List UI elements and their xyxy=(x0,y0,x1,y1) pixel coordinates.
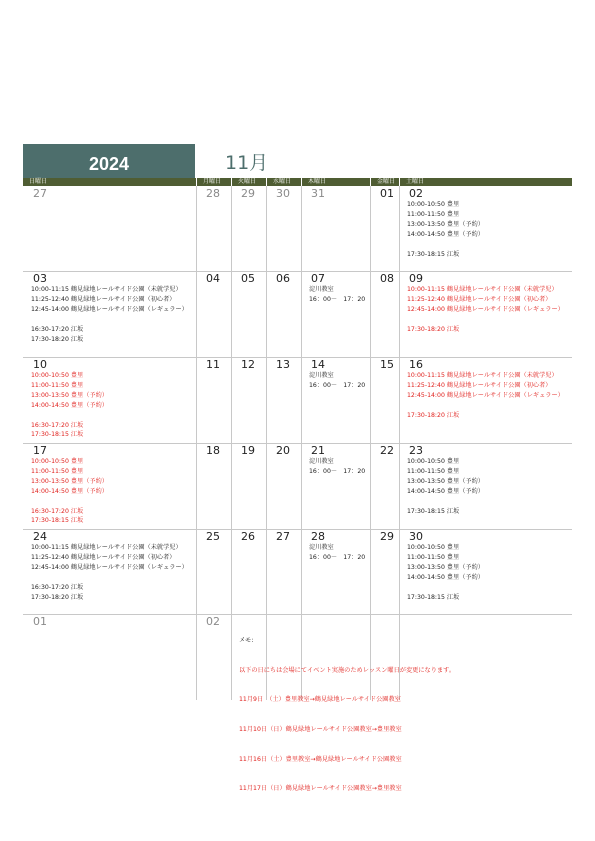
day-number: 29 xyxy=(241,187,255,200)
memo-box xyxy=(239,616,455,804)
day-number: 28 xyxy=(206,187,220,200)
day-number: 13 xyxy=(276,358,290,371)
schedule-entry: 11:00-11:50 豊里 xyxy=(31,381,84,389)
schedule-entry: 13:00-13:50 豊里（予約） xyxy=(407,220,484,228)
schedule-entry xyxy=(407,315,564,325)
schedule-entry: 10:00-11:15 鶴見緑地レールサイド公園（未就学児） xyxy=(407,372,558,379)
weekday-header: 土曜日 xyxy=(399,178,572,186)
schedule-entry: 17:30-18:15 江坂 xyxy=(31,517,84,525)
month-title: 11月 xyxy=(225,152,269,174)
schedule-entry: 13:00-13:50 豊里（予約） xyxy=(407,563,484,571)
day-number: 09 xyxy=(409,272,423,285)
schedule-entry xyxy=(407,497,484,507)
schedule-entry: 12:45-14:00 鶴見緑地レールサイド公園（レギュラー） xyxy=(31,305,188,313)
schedule-entry xyxy=(31,573,188,583)
row-divider xyxy=(23,443,572,444)
schedule-entry: 12:45-14:00 鶴見緑地レールサイド公園（レギュラー） xyxy=(31,563,188,571)
schedule-entry: 10:00-10:50 豊里 xyxy=(31,372,84,379)
memo-line: 以下の日にちは会場にてイベント実施のためレッスン曜日が変更になります。 xyxy=(239,666,456,674)
schedule-entry: 14:00-14:50 豊里（予約） xyxy=(407,487,484,495)
schedule-entry: 16:30-17:20 江坂 xyxy=(31,583,84,591)
schedule-entry: 16：00－ 17：20 xyxy=(309,553,366,561)
schedule-entry: 16:30-17:20 江坂 xyxy=(31,507,84,515)
schedule-entry: 14:00-14:50 豊里（予約） xyxy=(31,487,108,495)
day-schedule xyxy=(31,285,188,344)
day-number: 02 xyxy=(409,187,423,200)
memo-line: 11月9日 （土）豊里教室→鶴見緑地レールサイド公園教室 xyxy=(239,696,401,704)
day-schedule xyxy=(309,285,365,305)
day-number: 15 xyxy=(380,358,394,371)
schedule-entry: 14:00-14:50 豊里（予約） xyxy=(407,230,484,238)
schedule-entry xyxy=(31,411,108,421)
day-schedule xyxy=(407,457,484,516)
schedule-entry: 17:30-18:20 江坂 xyxy=(31,335,84,343)
day-number: 24 xyxy=(33,530,47,543)
schedule-entry: 13:00-13:50 豊里（予約） xyxy=(31,477,108,485)
day-number: 05 xyxy=(241,272,255,285)
schedule-entry: 17:30-18:15 江坂 xyxy=(407,593,460,601)
day-schedule xyxy=(309,457,365,477)
weekday-header: 木曜日 xyxy=(301,178,370,186)
day-number: 30 xyxy=(276,187,290,200)
schedule-entry: 17:30-18:15 江坂 xyxy=(407,507,460,515)
day-number: 11 xyxy=(206,358,220,371)
schedule-entry: 16:30-17:20 江坂 xyxy=(31,421,84,429)
day-number: 12 xyxy=(241,358,255,371)
schedule-entry: 13:00-13:50 豊里（予約） xyxy=(407,477,484,485)
day-schedule xyxy=(407,200,484,259)
memo-label: メモ: xyxy=(239,636,254,644)
day-schedule xyxy=(31,371,108,440)
schedule-entry: 13:00-13:50 豊里（予約） xyxy=(31,391,108,399)
schedule-entry: 17:30-18:15 江坂 xyxy=(407,250,460,258)
schedule-entry: 淀川教室 xyxy=(309,544,334,551)
schedule-entry: 11:00-11:50 豊里 xyxy=(407,553,460,561)
schedule-entry: 10:00-11:15 鶴見緑地レールサイド公園（未就学児） xyxy=(31,286,182,293)
day-number: 08 xyxy=(380,272,394,285)
schedule-entry: 11:25-12:40 鶴見緑地レールサイド公園（初心者） xyxy=(31,295,176,303)
day-number: 02 xyxy=(206,615,220,628)
schedule-entry: 10:00-10:50 豊里 xyxy=(407,201,460,208)
day-number: 28 xyxy=(311,530,325,543)
schedule-entry: 11:00-11:50 豊里 xyxy=(407,210,460,218)
day-schedule xyxy=(407,543,484,602)
memo-line: 11月10日（日）鶴見緑地レールサイド公園教室→豊里教室 xyxy=(239,725,402,733)
day-number: 31 xyxy=(311,187,325,200)
row-divider xyxy=(23,357,572,358)
schedule-entry xyxy=(407,401,564,411)
day-number: 14 xyxy=(311,358,325,371)
day-schedule xyxy=(309,371,365,391)
day-number: 04 xyxy=(206,272,220,285)
schedule-entry: 11:25-12:40 鶴見緑地レールサイド公園（初心者） xyxy=(407,381,552,389)
day-number: 27 xyxy=(276,530,290,543)
schedule-entry: 11:25-12:40 鶴見緑地レールサイド公園（初心者） xyxy=(407,295,552,303)
day-number: 19 xyxy=(241,444,255,457)
memo-line: 11月16日（土）豊里教室→鶴見緑地レールサイド公園教室 xyxy=(239,755,402,763)
year-label: 2024 xyxy=(88,154,130,174)
day-number: 27 xyxy=(33,187,47,200)
weekday-header: 水曜日 xyxy=(266,178,301,186)
schedule-entry: 17:30-18:20 江坂 xyxy=(407,325,460,333)
day-schedule xyxy=(31,543,188,602)
day-number: 07 xyxy=(311,272,325,285)
row-divider xyxy=(23,614,572,615)
day-number: 22 xyxy=(380,444,394,457)
schedule-entry: 17:30-18:20 江坂 xyxy=(31,593,84,601)
day-number: 16 xyxy=(409,358,423,371)
schedule-entry: 11:00-11:50 豊里 xyxy=(31,467,84,475)
day-schedule xyxy=(407,285,564,335)
schedule-entry xyxy=(407,240,484,250)
schedule-entry: 16:30-17:20 江坂 xyxy=(31,325,84,333)
schedule-entry xyxy=(31,497,108,507)
schedule-entry xyxy=(407,583,484,593)
schedule-entry: 10:00-11:15 鶴見緑地レールサイド公園（未就学児） xyxy=(407,286,558,293)
day-schedule xyxy=(31,457,108,526)
schedule-entry: 10:00-10:50 豊里 xyxy=(407,544,460,551)
weekday-header: 金曜日 xyxy=(370,178,399,186)
day-number: 30 xyxy=(409,530,423,543)
day-schedule xyxy=(309,543,365,563)
schedule-entry: 12:45-14:00 鶴見緑地レールサイド公園（レギュラー） xyxy=(407,391,564,399)
schedule-entry: 11:25-12:40 鶴見緑地レールサイド公園（初心者） xyxy=(31,553,176,561)
schedule-entry: 17:30-18:20 江坂 xyxy=(407,411,460,419)
schedule-entry: 14:00-14:50 豊里（予約） xyxy=(31,401,108,409)
schedule-entry: 16：00－ 17：20 xyxy=(309,295,366,303)
row-divider xyxy=(23,529,572,530)
day-number: 06 xyxy=(276,272,290,285)
schedule-entry: 淀川教室 xyxy=(309,286,334,293)
schedule-entry: 12:45-14:00 鶴見緑地レールサイド公園（レギュラー） xyxy=(407,305,564,313)
schedule-entry: 10:00-11:15 鶴見緑地レールサイド公園（未就学児） xyxy=(31,544,182,551)
day-number: 23 xyxy=(409,444,423,457)
day-number: 17 xyxy=(33,444,47,457)
day-number: 03 xyxy=(33,272,47,285)
day-number: 01 xyxy=(380,187,394,200)
schedule-entry: 17:30-18:15 江坂 xyxy=(31,431,84,439)
weekday-header: 月曜日 xyxy=(196,178,231,186)
schedule-entry xyxy=(31,315,188,325)
year-box xyxy=(23,144,195,178)
schedule-entry: 16：00－ 17：20 xyxy=(309,467,366,475)
day-number: 18 xyxy=(206,444,220,457)
weekday-header: 日曜日 xyxy=(29,178,48,185)
day-number: 21 xyxy=(311,444,325,457)
day-number: 26 xyxy=(241,530,255,543)
schedule-entry: 10:00-10:50 豊里 xyxy=(407,458,460,465)
day-number: 29 xyxy=(380,530,394,543)
day-number: 01 xyxy=(33,615,47,628)
schedule-entry: 14:00-14:50 豊里（予約） xyxy=(407,573,484,581)
day-schedule xyxy=(407,371,564,421)
weekday-header: 火曜日 xyxy=(231,178,266,186)
schedule-entry: 11:00-11:50 豊里 xyxy=(407,467,460,475)
day-number: 20 xyxy=(276,444,290,457)
day-number: 25 xyxy=(206,530,220,543)
schedule-entry: 淀川教室 xyxy=(309,458,334,465)
schedule-entry: 10:00-10:50 豊里 xyxy=(31,458,84,465)
schedule-entry: 16：00－ 17：20 xyxy=(309,381,366,389)
day-number: 10 xyxy=(33,358,47,371)
row-divider xyxy=(23,271,572,272)
schedule-entry: 淀川教室 xyxy=(309,372,334,379)
memo-line: 11月17日（日）鶴見緑地レールサイド公園教室→豊里教室 xyxy=(239,785,402,793)
